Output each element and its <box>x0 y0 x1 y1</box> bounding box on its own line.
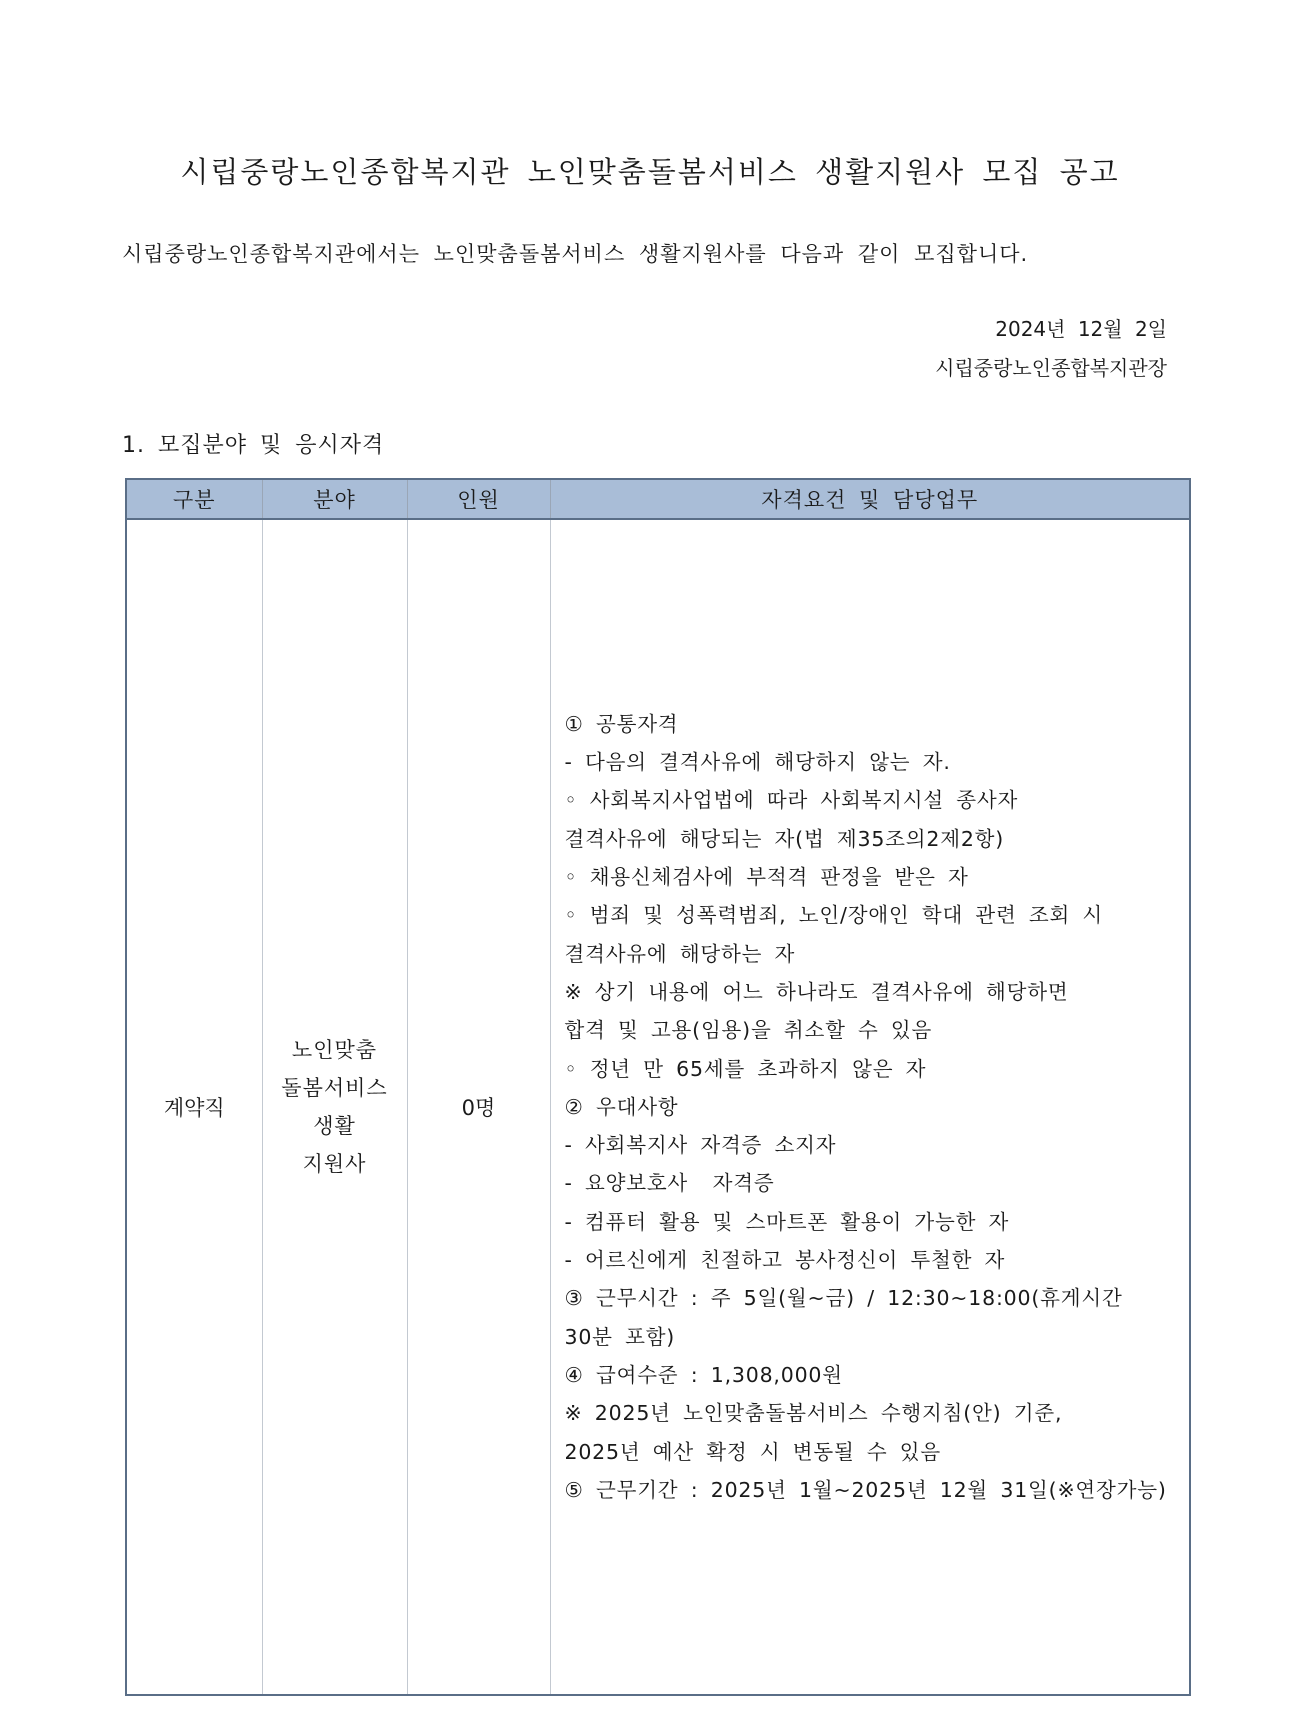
header-category: 구분 <box>126 479 262 519</box>
cell-category: 계약직 <box>126 519 262 1695</box>
field-line: 돌봄서비스 <box>281 1076 388 1100</box>
requirement-line: 합격 및 고용(임용)을 취소할 수 있음 <box>564 1018 933 1043</box>
requirement-line: ① 공통자격 <box>564 711 679 736</box>
cell-requirements <box>550 519 1190 1695</box>
table-header-row <box>126 479 1190 519</box>
requirement-line: ※ 2025년 노인맞춤돌봄서비스 수행지침(안) 기준, <box>564 1401 1063 1426</box>
intro-text: 시립중랑노인종합복지관에서는 노인맞춤돌봄서비스 생활지원사를 다음과 같이 모집합니다. <box>122 242 1029 266</box>
section-title: 1. 모집분야 및 응시자격 <box>122 433 385 458</box>
requirement-line: - 사회복지사 자격증 소지자 <box>564 1133 837 1158</box>
cell-count: 0명 <box>407 519 550 1695</box>
requirement-line: - 요양보호사 자격증 <box>564 1171 775 1196</box>
field-line: 생활 <box>313 1114 356 1138</box>
requirement-line: ② 우대사항 <box>564 1094 679 1119</box>
cell-field <box>262 519 407 1695</box>
requirement-line: 결격사유에 해당되는 자(법 제35조의2제2항) <box>564 826 1005 851</box>
requirement-line: - 어르신에게 친절하고 봉사정신이 투철한 자 <box>564 1248 1006 1273</box>
organization-name: 시립중랑노인종합복지관장 <box>935 356 1167 380</box>
header-requirements: 자격요건 및 담당업무 <box>550 479 1190 519</box>
requirement-line: 30분 포함) <box>564 1324 676 1349</box>
requirement-line: ③ 근무시간 : 주 5일(월~금) / 12:30~18:00(휴게시간 <box>564 1286 1123 1311</box>
requirement-line: ◦ 범죄 및 성폭력범죄, 노인/장애인 학대 관련 조회 시 <box>564 903 1104 928</box>
field-line: 노인맞춤 <box>291 1038 378 1062</box>
page-title: 시립중랑노인종합복지관 노인맞춤돌봄서비스 생활지원사 모집 공고 <box>180 155 1120 189</box>
requirement-line: ◦ 정년 만 65세를 초과하지 않은 자 <box>564 1056 927 1081</box>
requirement-line: ④ 급여수준 : 1,308,000원 <box>564 1362 843 1387</box>
field-line: 지원사 <box>302 1152 367 1176</box>
requirement-line: ◦ 채용신체검사에 부적격 판정을 받은 자 <box>564 865 969 890</box>
requirement-line: ◦ 사회복지사업법에 따라 사회복지시설 종사자 <box>564 788 1019 813</box>
requirement-line: - 다음의 결격사유에 해당하지 않는 자. <box>564 750 951 775</box>
header-count: 인원 <box>407 479 550 519</box>
table-row <box>126 519 1190 1695</box>
requirement-line: 2025년 예산 확정 시 변동될 수 있음 <box>564 1439 942 1464</box>
requirement-line: ⑤ 근무기간 : 2025년 1월~2025년 12월 31일(※연장가능) <box>564 1477 1167 1502</box>
requirement-line: ※ 상기 내용에 어느 하나라도 결격사유에 해당하면 <box>564 979 1069 1004</box>
requirement-line: 결격사유에 해당하는 자 <box>564 941 796 966</box>
notice-date: 2024년 12월 2일 <box>995 317 1167 341</box>
header-field: 분야 <box>262 479 407 519</box>
recruitment-table <box>125 478 1191 1696</box>
requirement-line: - 컴퓨터 활용 및 스마트폰 활용이 가능한 자 <box>564 1209 1010 1234</box>
